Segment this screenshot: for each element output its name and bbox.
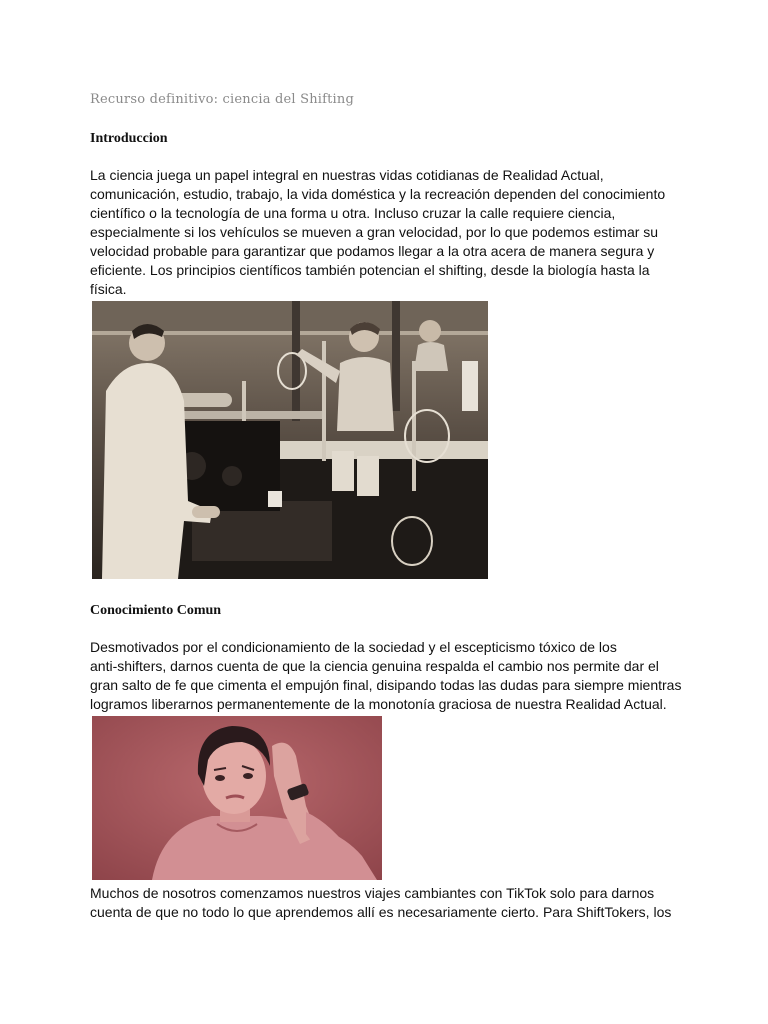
section-heading-introduccion: Introduccion (90, 131, 168, 146)
paragraph-line: especialmente si los vehículos se mueven a gran velocidad, por lo que podemos estimar su (90, 224, 659, 240)
paragraph-line: comunicación, estudio, trabajo, la vida doméstica y la recreación dependen del conocimiento (90, 186, 666, 202)
paragraph-line: física. (90, 281, 127, 297)
paragraph-line: gran salto de fe que cimenta el empujón final, disipando todas las dudas para siempre mientras (90, 677, 682, 693)
paragraph-line: velocidad probable para garantizar que podamos llegar a la otra acera de manera segura y (90, 243, 655, 259)
document-title: Recurso definitivo: ciencia del Shifting (90, 92, 355, 107)
lab-scientists-photo (92, 301, 488, 579)
paragraph-line: logramos liberarnos permanentemente de la monotonía graciosa de nuestra Realidad Actual. (90, 696, 667, 712)
lab-photo-illustration (92, 301, 488, 579)
paragraph-line: anti-shifters, darnos cuenta de que la ciencia genuina respalda el cambio nos permite dar el (90, 658, 659, 674)
intro-paragraph (90, 166, 680, 299)
paragraph-line: eficiente. Los principios científicos también potencian el shifting, desde la biología hasta la (90, 262, 650, 278)
confused-woman-photo (92, 716, 382, 880)
section-heading-conocimiento-comun: Conocimiento Comun (90, 603, 222, 618)
conocimiento-paragraph (90, 638, 680, 714)
woman-photo-illustration (92, 716, 382, 880)
paragraph-line: cuenta de que no todo lo que aprendemos allí es necesariamente cierto. Para ShiftTokers, los (90, 904, 672, 920)
tiktok-paragraph (90, 884, 680, 922)
paragraph-line: La ciencia juega un papel integral en nuestras vidas cotidianas de Realidad Actual, (90, 167, 604, 183)
paragraph-line: Desmotivados por el condicionamiento de la sociedad y el escepticismo tóxico de los (90, 639, 617, 655)
paragraph-line: Muchos de nosotros comenzamos nuestros viajes cambiantes con TikTok solo para darnos (90, 885, 655, 901)
paragraph-line: científico o la tecnología de una forma u otra. Incluso cruzar la calle requiere ciencia, (90, 205, 616, 221)
